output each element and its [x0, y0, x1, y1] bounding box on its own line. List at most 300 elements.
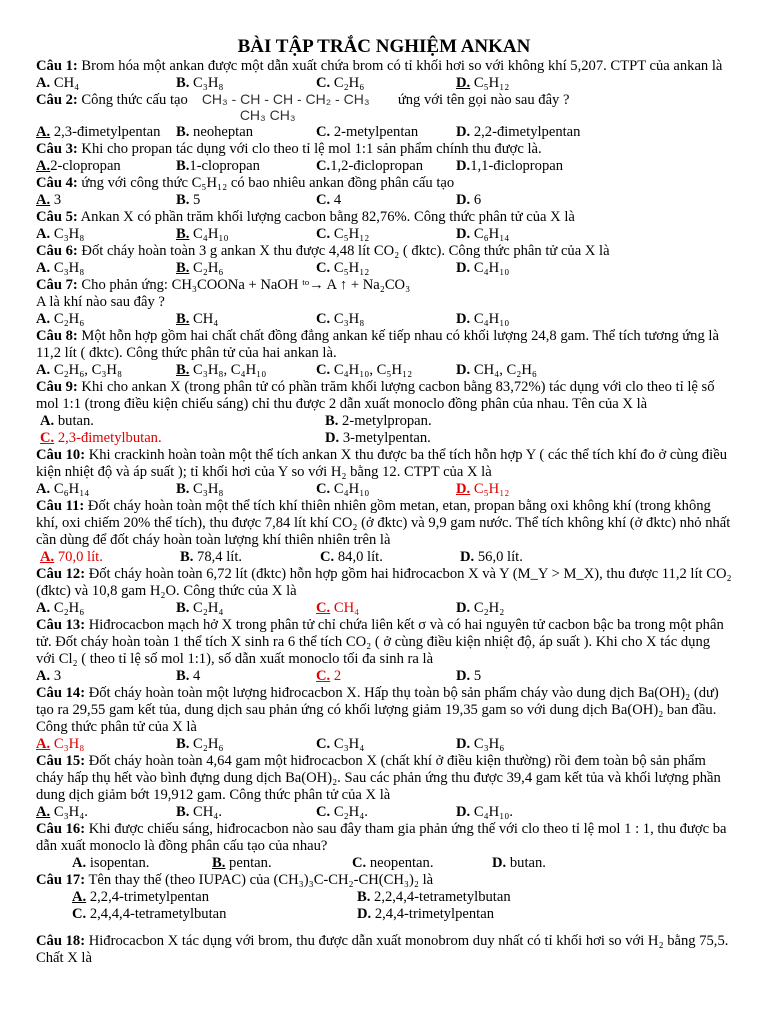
- question-stem: Đốt cháy hoàn toàn một lượng hiđrocacbon X. Hấp thụ toàn bộ sản phẩm cháy vào dung dịch Ba(OH)₂ (dư) tạo ra 29,55 gam kết tủa, dung dịch sau phản ứng có khối lượng giảm 19,35 gam so với dung dịch Ba(OH)₂ ban đầu. Công thức phân tử của X là: [36, 685, 719, 735]
- answer-row: [36, 260, 732, 277]
- answer-option[interactable]: [456, 158, 563, 174]
- question-number: Câu 6:: [36, 243, 78, 259]
- answer-cell: [325, 413, 625, 430]
- answer-cell: [316, 311, 456, 328]
- answer-option[interactable]: [316, 362, 412, 378]
- answer-option[interactable]: [316, 75, 364, 91]
- option-text: 2,3-đimetylpentan: [50, 124, 161, 140]
- answer-option[interactable]: [316, 192, 341, 208]
- answer-row: [36, 192, 732, 209]
- answer-cell: [176, 75, 316, 92]
- answer-option[interactable]: [456, 481, 509, 497]
- option-letter: C.: [316, 124, 331, 140]
- option-letter: B.: [357, 889, 371, 905]
- answer-option[interactable]: [316, 311, 364, 327]
- option-letter: B.: [176, 804, 190, 820]
- answer-cell: [36, 600, 176, 617]
- answer-row: [36, 600, 732, 617]
- question-stem-end: ứng với tên gọi nào sau đây ?: [397, 92, 570, 108]
- answer-row: [36, 906, 732, 923]
- option-letter: C.: [316, 75, 331, 91]
- option-letter: C.: [316, 158, 331, 174]
- answer-option[interactable]: [176, 481, 224, 497]
- answer-option[interactable]: [72, 855, 149, 871]
- answer-option[interactable]: [36, 362, 122, 378]
- option-letter: C.: [320, 549, 335, 565]
- option-letter: C.: [316, 226, 331, 242]
- question-stem: Đốt cháy hoàn toàn 6,72 lít (đktc) hỗn hợp gồm hai hiđrocacbon X và Y (M_Y > M_X), thu được 11,2 lít CO₂ (đktc) và 10,8 gam H₂O. Công thức của X là: [36, 566, 732, 599]
- answer-option[interactable]: [176, 311, 218, 327]
- answer-option[interactable]: [456, 260, 509, 276]
- answer-row: [36, 226, 732, 243]
- question-number: Câu 18:: [36, 933, 86, 949]
- option-letter: D.: [325, 430, 340, 446]
- option-text: butan.: [506, 855, 546, 871]
- answer-option[interactable]: [40, 413, 94, 429]
- option-text: CH₄.: [189, 804, 223, 820]
- question-number: Câu 4:: [36, 175, 78, 191]
- option-text: C₂H₆: [330, 75, 365, 91]
- answer-option[interactable]: [316, 668, 341, 684]
- answer-option[interactable]: [316, 226, 369, 242]
- option-letter: B.: [176, 75, 190, 91]
- option-letter: A.: [36, 226, 51, 242]
- question-text: [36, 175, 732, 192]
- option-text: 4: [189, 668, 201, 684]
- answer-row: [36, 75, 732, 92]
- option-text: C₅H₁₂: [330, 226, 370, 242]
- option-text: C₃H₄.: [50, 804, 88, 820]
- option-text: C₄H₁₀.: [470, 804, 514, 820]
- option-letter: A.: [36, 158, 51, 174]
- option-text: C₃H₈: [50, 736, 85, 752]
- answer-cell: [357, 889, 657, 906]
- answer-cell: [456, 362, 596, 379]
- answer-option[interactable]: [320, 549, 383, 565]
- option-letter: D.: [456, 226, 471, 242]
- answer-option[interactable]: [176, 362, 266, 378]
- answer-cell: [40, 413, 325, 430]
- option-text: 3: [50, 192, 62, 208]
- option-text: C₂H₆: [50, 600, 85, 616]
- answer-option[interactable]: [325, 430, 431, 446]
- question-text: [36, 821, 732, 855]
- answer-row: [36, 311, 732, 328]
- option-letter: A.: [36, 736, 51, 752]
- option-text: 2,4,4,4-tetrametylbutan: [86, 906, 227, 922]
- answer-cell: [36, 549, 180, 566]
- option-text: 2,4,4-trimetylpentan: [371, 906, 495, 922]
- option-text: C₄H₁₀, C₅H₁₂: [330, 362, 413, 378]
- answer-option[interactable]: [176, 75, 224, 91]
- answer-cell: [456, 158, 596, 175]
- question-text: [36, 617, 732, 668]
- answer-option[interactable]: [316, 260, 369, 276]
- answer-cell: [176, 600, 316, 617]
- option-letter: B.: [176, 226, 190, 242]
- option-text: C₃H₆: [470, 736, 505, 752]
- option-text: 2,2-đimetylpentan: [470, 124, 581, 140]
- answer-row: [36, 158, 732, 175]
- answer-cell: [36, 804, 176, 821]
- option-text: C₂H₆, C₃H₈: [50, 362, 123, 378]
- answer-row: [36, 855, 732, 872]
- option-text: C₂H₂: [470, 600, 505, 616]
- option-text: 78,4 lít.: [193, 549, 243, 565]
- option-text: 2: [330, 668, 342, 684]
- answer-option[interactable]: [72, 906, 226, 922]
- answer-cell: [316, 481, 456, 498]
- option-text: 2,2,4-trimetylpentan: [86, 889, 210, 905]
- option-letter: B.: [176, 158, 190, 174]
- question-text: [36, 872, 732, 889]
- question-stem: Khi crackinh hoàn toàn một thể tích ankan X thu được ba thể tích hỗn hợp Y ( các thể tích khí đo ở cùng điều kiện nhiệt độ và áp suất ); tỉ khối hơi của Y so với H₂ bằng 12. CTPT của X là: [36, 447, 727, 480]
- answer-cell: [316, 124, 456, 141]
- answer-option[interactable]: [316, 600, 359, 616]
- answer-cell: [316, 192, 456, 209]
- option-text: 1,2-điclopropan: [330, 158, 424, 174]
- answer-cell: [316, 226, 456, 243]
- answer-cell: [316, 362, 456, 379]
- answer-option[interactable]: [176, 124, 253, 140]
- option-text: 3-metylpentan.: [339, 430, 431, 446]
- option-text: C₅H₁₂: [470, 481, 510, 497]
- answer-cell: [72, 906, 357, 923]
- answer-cell: [36, 75, 176, 92]
- question-stem: Một hỗn hợp gồm hai chất chất đồng đẳng ankan kế tiếp nhau có khối lượng 24,8 gam. Thể tích tương ứng là 11,2 lít ( đktc). Công thức phân tử của hai ankan là.: [36, 328, 719, 361]
- answer-option[interactable]: [176, 668, 200, 684]
- answer-option[interactable]: [176, 260, 224, 276]
- option-letter: A.: [36, 260, 51, 276]
- answer-cell: [456, 75, 596, 92]
- answer-cell: [176, 124, 316, 141]
- answer-row: [36, 549, 732, 566]
- question-text: [36, 277, 732, 294]
- answer-option[interactable]: [492, 855, 546, 871]
- option-text: C₃H₈: [50, 226, 85, 242]
- answer-option[interactable]: [40, 430, 162, 446]
- answer-cell: [320, 549, 460, 566]
- option-letter: C.: [316, 192, 331, 208]
- answer-option[interactable]: [352, 855, 433, 871]
- option-letter: C.: [40, 430, 55, 446]
- option-text: CH₄: [50, 75, 80, 91]
- answer-cell: [456, 260, 596, 277]
- option-letter: B.: [176, 192, 190, 208]
- question-stem: Đốt cháy hoàn toàn 4,64 gam một hiđrocacbon X (chất khí ở điều kiện thường) rồi đem toàn bộ sản phẩm cháy hấp thụ hết vào bình đựng dung dịch Ba(OH)₂. Sau các phản ứng thu được 39,4 gam kết tủa và khối lượng phần dung dịch giảm bớt 19,912 gam. Công thức phân tử của X là: [36, 753, 721, 803]
- answer-cell: [325, 430, 625, 447]
- option-letter: B.: [176, 736, 190, 752]
- question-text: [36, 933, 732, 967]
- question-text: [36, 328, 732, 362]
- answer-option[interactable]: [36, 600, 84, 616]
- question-stem: Công thức cấu tạo: [77, 92, 188, 108]
- option-letter: D.: [456, 600, 471, 616]
- option-text: C₅H₁₂: [470, 75, 510, 91]
- answer-option[interactable]: [176, 736, 224, 752]
- answer-cell: [176, 311, 316, 328]
- answer-option[interactable]: [40, 549, 103, 565]
- answer-cell: [316, 75, 456, 92]
- option-letter: C.: [316, 600, 331, 616]
- answer-cell: [72, 889, 357, 906]
- option-text: pentan.: [225, 855, 272, 871]
- answer-option[interactable]: [36, 736, 84, 752]
- answer-option[interactable]: [36, 481, 89, 497]
- answer-option[interactable]: [316, 481, 369, 497]
- option-letter: D.: [456, 192, 471, 208]
- answer-option[interactable]: [176, 158, 260, 174]
- option-text: 2,3-đimetylbutan.: [54, 430, 162, 446]
- option-letter: C.: [316, 668, 331, 684]
- answer-option[interactable]: [36, 124, 160, 140]
- option-text: 5: [470, 668, 482, 684]
- option-text: neoheptan: [189, 124, 254, 140]
- option-text: C₄H₁₀: [470, 311, 510, 327]
- answer-option[interactable]: [325, 413, 432, 429]
- answer-row: [36, 889, 732, 906]
- answer-cell: [316, 158, 456, 175]
- question-number: Câu 10:: [36, 447, 86, 463]
- answer-option[interactable]: [456, 804, 513, 820]
- option-text: 2-metylpentan: [330, 124, 419, 140]
- answer-cell: [176, 668, 316, 685]
- answer-row: [36, 804, 732, 821]
- answer-cell: [316, 260, 456, 277]
- answer-option[interactable]: [72, 889, 209, 905]
- spacer: [36, 923, 732, 933]
- answer-option[interactable]: [36, 226, 84, 242]
- option-text: 5: [189, 192, 201, 208]
- answer-option[interactable]: [176, 804, 222, 820]
- option-text: 4: [330, 192, 342, 208]
- option-letter: B.: [212, 855, 226, 871]
- formula-main-chain: CH₃ - CH - CH - CH₂ - CH₃: [201, 91, 370, 107]
- option-text: C₃H₈: [189, 481, 224, 497]
- question-list: [36, 58, 732, 967]
- answer-cell: [176, 736, 316, 753]
- question-stem: ứng với công thức C₅H₁₂ có bao nhiêu ankan đồng phân cấu tạo: [77, 175, 455, 191]
- answer-option[interactable]: [456, 75, 509, 91]
- question-number: Câu 16:: [36, 821, 86, 837]
- question-stem: Đốt cháy hoàn toàn 3 g ankan X thu được 4,48 lít CO₂ ( đktc). Công thức phân tử của X là: [77, 243, 610, 259]
- answer-option[interactable]: [176, 600, 224, 616]
- option-text: 2-clopropan: [50, 158, 121, 174]
- option-text: isopentan.: [86, 855, 150, 871]
- option-letter: B.: [176, 668, 190, 684]
- answer-cell: [40, 430, 325, 447]
- option-letter: D.: [456, 260, 471, 276]
- structural-formula: [202, 92, 392, 124]
- answer-cell: [176, 226, 316, 243]
- answer-option[interactable]: [456, 192, 481, 208]
- option-letter: B.: [176, 600, 190, 616]
- question-stem: Tên thay thế (theo IUPAC) của (CH₃)₃C-CH₂-CH(CH₃)₂ là: [85, 872, 434, 888]
- option-letter: A.: [72, 855, 87, 871]
- option-letter: A.: [40, 549, 55, 565]
- option-text: C₂H₄: [189, 600, 224, 616]
- option-text: C₃H₈: [50, 260, 85, 276]
- answer-option[interactable]: [36, 260, 84, 276]
- answer-option[interactable]: [456, 311, 509, 327]
- option-letter: C.: [316, 804, 331, 820]
- question-text: [36, 685, 732, 736]
- answer-option[interactable]: [357, 906, 494, 922]
- answer-cell: [36, 158, 176, 175]
- option-letter: B.: [180, 549, 194, 565]
- answer-option[interactable]: [180, 549, 242, 565]
- answer-option[interactable]: [212, 855, 272, 871]
- option-text: C₆H₁₄: [470, 226, 510, 242]
- question-text: [36, 141, 732, 158]
- answer-option[interactable]: [36, 192, 61, 208]
- question-stem: Cho phản ứng: CH₃COONa + NaOH ᵗᵒ→ A ↑ + Na₂CO₃: [77, 277, 411, 293]
- option-text: CH₄: [189, 311, 219, 327]
- option-letter: A.: [36, 481, 51, 497]
- answer-option[interactable]: [456, 668, 481, 684]
- answer-cell: [456, 311, 596, 328]
- option-letter: C.: [316, 362, 331, 378]
- answer-cell: [456, 668, 596, 685]
- option-letter: D.: [357, 906, 372, 922]
- answer-option[interactable]: [456, 362, 537, 378]
- question-stem: Hiđrocacbon mạch hở X trong phân tử chỉ chứa liên kết σ và có hai nguyên tử cacbon bậc ba trong một phân tử. Đốt cháy hoàn toàn 1 thể tích X sinh ra 6 thể tích CO₂ ( ở cùng điều kiện nhiệt độ, áp suất ). Khi cho X tác dụng với Cl₂ ( theo tỉ lệ số mol 1:1), số dẫn xuất monoclo tối đa sinh ra là: [36, 617, 724, 667]
- answer-row: [36, 736, 732, 753]
- option-text: C₂H₆: [189, 260, 224, 276]
- answer-option[interactable]: [357, 889, 511, 905]
- answer-cell: [176, 481, 316, 498]
- answer-option[interactable]: [456, 600, 504, 616]
- option-letter: C.: [72, 906, 87, 922]
- answer-cell: [456, 124, 596, 141]
- option-letter: A.: [36, 668, 51, 684]
- question-text: [36, 498, 732, 549]
- option-text: C₃H₈, C₄H₁₀: [189, 362, 267, 378]
- answer-option[interactable]: [316, 736, 364, 752]
- option-letter: A.: [36, 192, 51, 208]
- question-number: Câu 5:: [36, 209, 78, 225]
- option-text: 56,0 lít.: [474, 549, 523, 565]
- question-text: [36, 566, 732, 600]
- option-letter: D.: [456, 362, 471, 378]
- answer-option[interactable]: [36, 668, 61, 684]
- option-text: 84,0 lít.: [334, 549, 383, 565]
- answer-option[interactable]: [460, 549, 523, 565]
- answer-option[interactable]: [36, 75, 79, 91]
- option-text: 2-metylpropan.: [338, 413, 432, 429]
- question-number: Câu 12:: [36, 566, 86, 582]
- answer-cell: [36, 481, 176, 498]
- answer-cell: [456, 600, 596, 617]
- answer-cell: [456, 804, 596, 821]
- question-text: [36, 243, 732, 260]
- question-text: [36, 209, 732, 226]
- answer-cell: [36, 192, 176, 209]
- answer-cell: [36, 124, 176, 141]
- option-letter: D.: [456, 311, 471, 327]
- answer-cell: [36, 668, 176, 685]
- option-text: butan.: [54, 413, 94, 429]
- answer-cell: [456, 192, 596, 209]
- answer-option[interactable]: [456, 226, 509, 242]
- option-letter: A.: [36, 804, 51, 820]
- option-letter: D.: [456, 668, 471, 684]
- answer-cell: [352, 855, 492, 872]
- option-letter: B.: [176, 124, 190, 140]
- option-text: C₂H₆: [50, 311, 85, 327]
- answer-option[interactable]: [456, 124, 580, 140]
- answer-cell: [456, 226, 596, 243]
- answer-cell: [456, 481, 596, 498]
- question-stem: Ankan X có phần trăm khối lượng cacbon bằng 82,76%. Công thức phân tử của X là: [77, 209, 575, 225]
- answer-option[interactable]: [456, 736, 504, 752]
- option-text: CH₄, C₂H₆: [470, 362, 537, 378]
- option-letter: D.: [456, 75, 471, 91]
- question-text: [36, 447, 732, 481]
- answer-cell: [456, 736, 596, 753]
- option-letter: A.: [40, 413, 55, 429]
- question-number: Câu 13:: [36, 617, 86, 633]
- option-letter: B.: [176, 311, 190, 327]
- answer-option[interactable]: [316, 804, 368, 820]
- answer-option[interactable]: [36, 158, 121, 174]
- answer-cell: [176, 362, 316, 379]
- option-text: C₄H₁₀: [470, 260, 510, 276]
- answer-option[interactable]: [316, 124, 418, 140]
- answer-option[interactable]: [316, 158, 423, 174]
- option-letter: B.: [325, 413, 339, 429]
- question-number: Câu 2:: [36, 92, 78, 108]
- answer-option[interactable]: [36, 804, 88, 820]
- question-number: Câu 1:: [36, 58, 78, 74]
- option-letter: D.: [492, 855, 507, 871]
- option-text: C₂H₄.: [330, 804, 368, 820]
- option-letter: A.: [36, 311, 51, 327]
- question-text: [36, 753, 732, 804]
- answer-cell: [492, 855, 632, 872]
- answer-cell: [176, 804, 316, 821]
- option-letter: A.: [36, 124, 51, 140]
- option-text: C₃H₈: [189, 75, 224, 91]
- option-letter: A.: [72, 889, 87, 905]
- answer-row: [36, 668, 732, 685]
- answer-cell: [316, 600, 456, 617]
- answer-cell: [176, 158, 316, 175]
- answer-option[interactable]: [36, 311, 84, 327]
- option-text: 6: [470, 192, 482, 208]
- option-letter: C.: [352, 855, 367, 871]
- option-text: C₃H₄: [330, 736, 365, 752]
- answer-row: [36, 362, 732, 379]
- option-letter: D.: [456, 481, 471, 497]
- option-letter: A.: [36, 75, 51, 91]
- answer-cell: [36, 311, 176, 328]
- answer-cell: [180, 549, 320, 566]
- answer-option[interactable]: [176, 226, 229, 242]
- option-text: 2,2,4,4-tetrametylbutan: [370, 889, 511, 905]
- answer-option[interactable]: [176, 192, 200, 208]
- answer-row: [36, 124, 732, 141]
- question-stem: Khi được chiếu sáng, hiđrocacbon nào sau đây tham gia phản ứng thế với clo theo tỉ lệ mol 1 : 1, thu được ba dẫn xuất monoclo là đồng phân cấu tạo của nhau?: [36, 821, 727, 854]
- answer-cell: [176, 192, 316, 209]
- question-text: [36, 92, 732, 124]
- answer-cell: [36, 260, 176, 277]
- answer-cell: [316, 804, 456, 821]
- option-text: 70,0 lít.: [54, 549, 103, 565]
- option-letter: C.: [316, 736, 331, 752]
- answer-cell: [72, 855, 212, 872]
- option-text: 1,1-điclopropan: [470, 158, 564, 174]
